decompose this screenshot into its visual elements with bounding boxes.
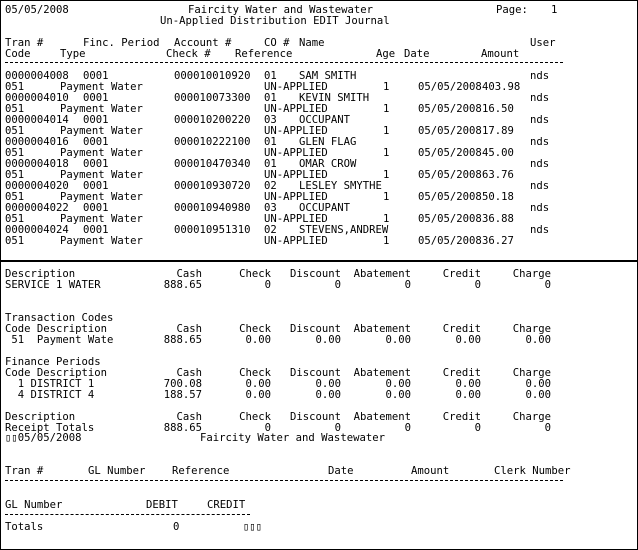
report-title: Un-Applied Distribution EDIT Journal [160,15,390,27]
tran-date: 05/05/2008 [418,125,482,137]
customer-name: KEVIN SMITH [299,92,370,104]
receipt-row-check: 0 [264,422,271,434]
amount: 63.76 [482,169,514,181]
finc-period: 0001 [83,114,109,126]
co-number: 01 [264,158,277,170]
finper-col-credit: Credit [442,367,481,379]
trancode-row-desc: 51 Payment Wate [5,334,114,346]
finper-row-desc: 4 DISTRICT 4 [5,389,95,401]
finper-row-check: 0.00 [245,378,271,390]
pane-splitter[interactable] [1,260,637,262]
trancode-row-cash: 888.65 [163,334,202,346]
tran-date: 05/05/2008 [418,81,482,93]
col-date: Date [404,48,430,60]
receipt-row-abatement: 0 [404,422,411,434]
reference: UN-APPLIED [264,191,328,203]
reference: UN-APPLIED [264,213,328,225]
page-number: 1 [551,4,558,16]
service-row-check: 0 [264,279,271,291]
finper-row-abatement: 0.00 [385,389,411,401]
report-date: 05/05/2008 [5,4,69,16]
tran-number: 0000004014 [5,114,69,126]
col2-amount: Amount [411,465,450,477]
tran-type: Payment Water [60,103,143,115]
age: 1 [383,147,390,159]
totals-credit: ▯▯▯ [243,521,263,533]
totals-label: Totals [5,521,44,533]
tran-type: Payment Water [60,169,143,181]
col2-gl-number: GL Number [88,465,146,477]
tran-date: 05/05/2008 [418,147,482,159]
age: 1 [383,81,390,93]
tran-type: Payment Water [60,191,143,203]
finc-period: 0001 [83,202,109,214]
gl-col-debit: DEBIT [146,499,178,511]
col-check: Check # [166,48,211,60]
customer-name: OCCUPANT [299,202,351,214]
amount: 45.00 [482,147,514,159]
tran-date: 05/05/2008 [418,103,482,115]
age: 1 [383,125,390,137]
tran-type: Payment Water [60,125,143,137]
col-user: User [530,37,556,49]
col-code: Code [5,48,31,60]
account-number: 000010951310 [174,224,251,236]
col-name: Name [299,37,325,49]
co-number: 01 [264,92,277,104]
tran-number: 0000004008 [5,70,69,82]
reference: UN-APPLIED [264,147,328,159]
co-number: 02 [264,180,277,192]
amount: 16.50 [482,103,514,115]
co-number: 01 [264,136,277,148]
service-desc-header: Description [5,268,76,280]
header-divider [5,62,563,63]
finper-row-discount: 0.00 [315,389,341,401]
co-number: 02 [264,224,277,236]
age: 1 [383,169,390,181]
finc-period: 0001 [83,158,109,170]
receipt-row-cash: 888.65 [163,422,202,434]
reference: UN-APPLIED [264,169,328,181]
tran-code: 051 [5,235,25,247]
service-col-abatement: Abatement [353,268,411,280]
account-number: 000010200220 [174,114,251,126]
co-number: 03 [264,114,277,126]
finc-period: 0001 [83,70,109,82]
service-col-credit: Credit [442,268,481,280]
gl-divider [5,514,250,515]
company-name: Faircity Water and Wastewater [188,4,373,16]
col2-tran: Tran # [5,465,44,477]
finper-row-check: 0.00 [245,389,271,401]
tran-code: 051 [5,103,25,115]
totals-debit: 0 [173,521,180,533]
trancode-col-charge: Charge [512,323,551,335]
finper-row-cash: 188.57 [163,389,202,401]
page-label: Page: [496,4,528,16]
finper-row-cash: 700.08 [163,378,202,390]
second-report-date: ▯▯05/05/2008 [5,432,82,444]
reference: UN-APPLIED [264,103,328,115]
amount: 50.18 [482,191,514,203]
receipt-col-cash: Cash [176,411,202,423]
service-col-cash: Cash [176,268,202,280]
finper-row-charge: 0.00 [525,389,551,401]
trancode-desc-header: Code Description [5,323,108,335]
receipt-row-credit: 0 [474,422,481,434]
service-row-cash: 888.65 [163,279,202,291]
col-type: Type [60,48,86,60]
tran-code: 051 [5,213,25,225]
tran-type: Payment Water [60,213,143,225]
age: 1 [383,235,390,247]
receipt-col-charge: Charge [512,411,551,423]
finper-row-desc: 1 DISTRICT 1 [5,378,95,390]
finper-desc-header: Code Description [5,367,108,379]
trancode-row-discount: 0.00 [315,334,341,346]
finper-row-credit: 0.00 [455,389,481,401]
receipt-row-desc: Receipt Totals [5,422,95,434]
tran-type: Payment Water [60,235,143,247]
account-number: 000010222100 [174,136,251,148]
finper-col-cash: Cash [176,367,202,379]
customer-name: OMAR CROW [299,158,357,170]
tran-code: 051 [5,125,25,137]
trancode-row-check: 0.00 [245,334,271,346]
finper-row-abatement: 0.00 [385,378,411,390]
tran-date: 05/05/2008 [418,169,482,181]
account-number: 000010073300 [174,92,251,104]
second-header-divider [5,480,563,481]
age: 1 [383,103,390,115]
trancode-row-charge: 0.00 [525,334,551,346]
tran-code: 051 [5,81,25,93]
account-number: 000010010920 [174,70,251,82]
tran-date: 05/05/2008 [418,235,482,247]
col-account: Account # [174,37,232,49]
summary-pane[interactable] [1,264,637,549]
second-report-company: Faircity Water and Wastewater [200,432,385,444]
finc-period: 0001 [83,92,109,104]
amount: 17.89 [482,125,514,137]
finper-col-discount: Discount [289,367,341,379]
finc-period: 0001 [83,224,109,236]
trancode-col-abatement: Abatement [353,323,411,335]
tran-number: 0000004018 [5,158,69,170]
user-id: nds [530,224,550,236]
finc-period: 0001 [83,180,109,192]
col-age: Age [376,48,396,60]
user-id: nds [530,70,550,82]
user-id: nds [530,202,550,214]
receipt-col-abatement: Abatement [353,411,411,423]
col2-reference: Reference [172,465,230,477]
finper-row-discount: 0.00 [315,378,341,390]
finc-period: 0001 [83,136,109,148]
tran-type: Payment Water [60,147,143,159]
co-number: 03 [264,202,277,214]
customer-name: LESLEY SMYTHE [299,180,382,192]
tran-code: 051 [5,191,25,203]
receipt-col-discount: Discount [289,411,341,423]
finance-periods-title: Finance Periods [5,356,101,368]
account-number: 000010470340 [174,158,251,170]
trancode-col-cash: Cash [176,323,202,335]
col-tran: Tran # [5,37,44,49]
tran-date: 05/05/2008 [418,213,482,225]
reference: UN-APPLIED [264,235,328,247]
col2-date: Date [328,465,354,477]
user-id: nds [530,136,550,148]
trancode-row-credit: 0.00 [455,334,481,346]
customer-name: OCCUPANT [299,114,351,126]
age: 1 [383,191,390,203]
tran-number: 0000004016 [5,136,69,148]
service-col-discount: Discount [289,268,341,280]
tran-number: 0000004022 [5,202,69,214]
tran-code: 051 [5,147,25,159]
col-amount: Amount [481,48,520,60]
service-col-check: Check [239,268,271,280]
receipt-row-discount: 0 [334,422,341,434]
finper-col-check: Check [239,367,271,379]
tran-code: 051 [5,169,25,181]
gl-col-number: GL Number [5,499,63,511]
receipt-col-credit: Credit [442,411,481,423]
service-row-desc: SERVICE 1 WATER [5,279,101,291]
col-reference: Reference [235,48,293,60]
service-row-discount: 0 [334,279,341,291]
customer-name: GLEN FLAG [299,136,357,148]
trancode-col-credit: Credit [442,323,481,335]
finper-col-abatement: Abatement [353,367,411,379]
finper-row-charge: 0.00 [525,378,551,390]
receipt-row-charge: 0 [544,422,551,434]
tran-number: 0000004020 [5,180,69,192]
receipt-col-check: Check [239,411,271,423]
tran-number: 0000004010 [5,92,69,104]
reference: UN-APPLIED [264,125,328,137]
trancode-row-abatement: 0.00 [385,334,411,346]
amount: 36.27 [482,235,514,247]
customer-name: SAM SMITH [299,70,357,82]
service-row-abatement: 0 [404,279,411,291]
amount: 36.88 [482,213,514,225]
col2-clerk: Clerk Number [494,465,571,477]
co-number: 01 [264,70,277,82]
customer-name: STEVENS,ANDREW [299,224,389,236]
account-number: 000010930720 [174,180,251,192]
tran-date: 05/05/2008 [418,191,482,203]
account-number: 000010940980 [174,202,251,214]
col-finc-period: Finc. Period [83,37,160,49]
user-id: nds [530,180,550,192]
finper-row-credit: 0.00 [455,378,481,390]
journal-detail-pane[interactable] [1,1,637,260]
service-col-charge: Charge [512,268,551,280]
service-row-charge: 0 [544,279,551,291]
tran-type: Payment Water [60,81,143,93]
col-co: CO # [264,37,290,49]
reference: UN-APPLIED [264,81,328,93]
receipt-desc-header: Description [5,411,76,423]
tran-number: 0000004024 [5,224,69,236]
age: 1 [383,213,390,225]
gl-col-credit: CREDIT [207,499,246,511]
finper-col-charge: Charge [512,367,551,379]
user-id: nds [530,158,550,170]
amount: 403.98 [482,81,521,93]
user-id: nds [530,92,550,104]
user-id: nds [530,114,550,126]
trancode-col-discount: Discount [289,323,341,335]
service-row-credit: 0 [474,279,481,291]
transaction-codes-title: Transaction Codes [5,312,114,324]
trancode-col-check: Check [239,323,271,335]
